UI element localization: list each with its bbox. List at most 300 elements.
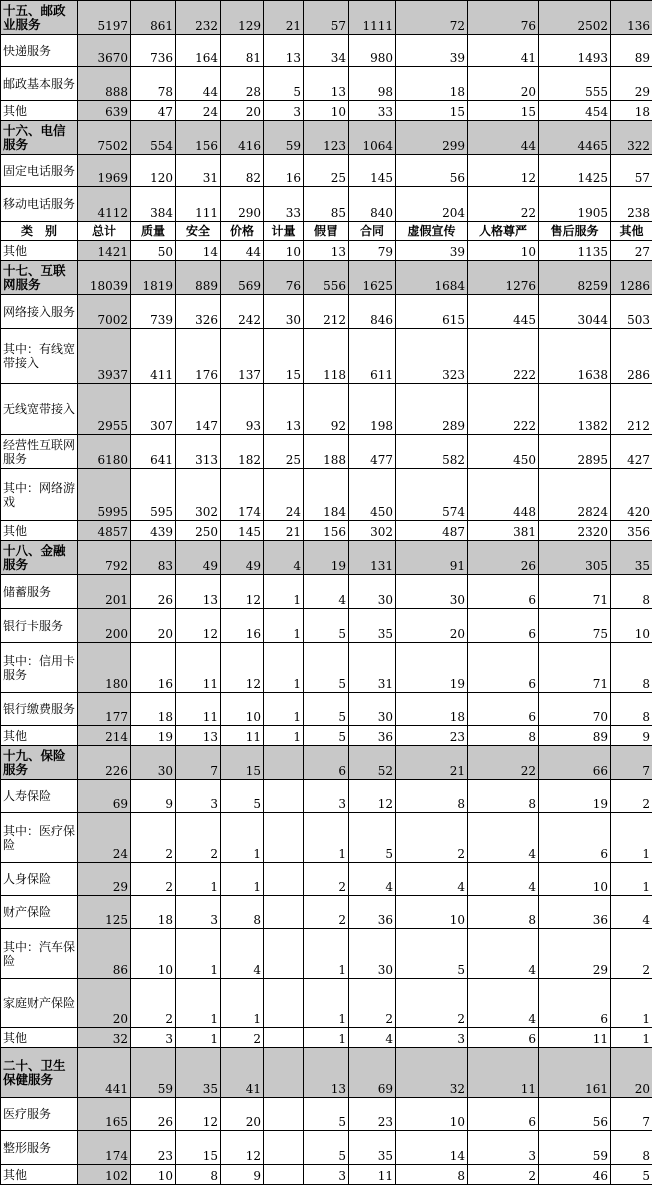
cell-safety: 2 (176, 813, 221, 863)
cell-counterfeit: 5 (304, 693, 349, 726)
cell-quality: 10 (131, 1165, 176, 1185)
cell-safety: 24 (176, 101, 221, 121)
table-row (1, 780, 652, 813)
cell-total: 4112 (78, 187, 131, 222)
cell-quality: 23 (131, 1131, 176, 1165)
cell-other: 8 (611, 575, 652, 609)
cell-counterfeit: 5 (304, 726, 349, 746)
cell-price: 20 (221, 101, 264, 121)
cell-metering (264, 929, 304, 979)
cell-metering: 13 (264, 384, 304, 435)
cell-personal-dignity: 6 (468, 643, 539, 693)
row-label: 二十、卫生保健服务 (1, 1048, 78, 1098)
cell-false-advertising: 39 (396, 241, 468, 261)
cell-after-sales: 1135 (539, 241, 611, 261)
cell-contract: 4 (349, 1028, 396, 1048)
cell-safety: 11 (176, 693, 221, 726)
cell-quality: 736 (131, 35, 176, 67)
header-cell-total: 总计 (78, 222, 131, 241)
cell-price: 10 (221, 693, 264, 726)
table-row (1, 435, 652, 469)
cell-after-sales: 2320 (539, 521, 611, 541)
cell-safety: 164 (176, 35, 221, 67)
cell-price: 15 (221, 746, 264, 780)
cell-personal-dignity: 22 (468, 187, 539, 222)
row-label: 网络接入服务 (1, 295, 78, 329)
table-row (1, 1028, 652, 1048)
cell-safety: 15 (176, 1131, 221, 1165)
cell-other: 29 (611, 67, 652, 101)
cell-total: 4857 (78, 521, 131, 541)
cell-total: 200 (78, 609, 131, 643)
cell-false-advertising: 18 (396, 67, 468, 101)
cell-after-sales: 66 (539, 746, 611, 780)
table-row (1, 863, 652, 896)
cell-after-sales: 8259 (539, 261, 611, 295)
cell-price: 81 (221, 35, 264, 67)
cell-price: 290 (221, 187, 264, 222)
cell-total: 3670 (78, 35, 131, 67)
cell-false-advertising: 2 (396, 979, 468, 1028)
cell-total: 86 (78, 929, 131, 979)
cell-false-advertising: 32 (396, 1048, 468, 1098)
cell-price: 1 (221, 979, 264, 1028)
cell-quality: 19 (131, 726, 176, 746)
cell-other: 35 (611, 541, 652, 575)
cell-after-sales: 46 (539, 1165, 611, 1185)
cell-personal-dignity: 4 (468, 929, 539, 979)
cell-metering: 3 (264, 101, 304, 121)
cell-total: 639 (78, 101, 131, 121)
cell-after-sales: 6 (539, 813, 611, 863)
cell-counterfeit: 4 (304, 575, 349, 609)
cell-counterfeit: 3 (304, 780, 349, 813)
cell-total: 125 (78, 896, 131, 929)
cell-other: 2 (611, 780, 652, 813)
cell-personal-dignity: 6 (468, 693, 539, 726)
cell-safety: 1 (176, 979, 221, 1028)
header-cell-counterfeit: 假冒 (304, 222, 349, 241)
cell-safety: 1 (176, 863, 221, 896)
cell-other: 356 (611, 521, 652, 541)
cell-other: 8 (611, 693, 652, 726)
cell-metering: 25 (264, 435, 304, 469)
table-row (1, 693, 652, 726)
cell-total: 3937 (78, 329, 131, 384)
category-row (1, 746, 652, 780)
cell-price: 2 (221, 1028, 264, 1048)
cell-personal-dignity: 15 (468, 101, 539, 121)
cell-quality: 26 (131, 1098, 176, 1131)
table-row (1, 67, 652, 101)
cell-false-advertising: 21 (396, 746, 468, 780)
cell-false-advertising: 1684 (396, 261, 468, 295)
cell-safety: 11 (176, 643, 221, 693)
table-row (1, 643, 652, 693)
row-label: 其他 (1, 241, 78, 261)
cell-counterfeit: 92 (304, 384, 349, 435)
cell-safety: 35 (176, 1048, 221, 1098)
cell-other: 8 (611, 1131, 652, 1165)
cell-counterfeit: 5 (304, 609, 349, 643)
cell-metering: 21 (264, 1, 304, 35)
cell-counterfeit: 188 (304, 435, 349, 469)
cell-metering (264, 1131, 304, 1165)
cell-metering (264, 813, 304, 863)
cell-false-advertising: 18 (396, 693, 468, 726)
cell-price: 28 (221, 67, 264, 101)
cell-false-advertising: 8 (396, 780, 468, 813)
cell-personal-dignity: 8 (468, 726, 539, 746)
cell-false-advertising: 2 (396, 813, 468, 863)
cell-quality: 307 (131, 384, 176, 435)
cell-counterfeit: 123 (304, 121, 349, 155)
cell-total: 5197 (78, 1, 131, 35)
cell-after-sales: 1382 (539, 384, 611, 435)
cell-total: 24 (78, 813, 131, 863)
cell-counterfeit: 3 (304, 1165, 349, 1185)
cell-quality: 2 (131, 863, 176, 896)
cell-false-advertising: 323 (396, 329, 468, 384)
cell-after-sales: 4465 (539, 121, 611, 155)
cell-false-advertising: 10 (396, 1098, 468, 1131)
cell-contract: 4 (349, 863, 396, 896)
cell-contract: 33 (349, 101, 396, 121)
cell-safety: 302 (176, 469, 221, 521)
cell-other: 89 (611, 35, 652, 67)
row-label: 其中：有线宽带接入 (1, 329, 78, 384)
cell-price: 16 (221, 609, 264, 643)
cell-quality: 16 (131, 643, 176, 693)
cell-price: 12 (221, 575, 264, 609)
cell-quality: 2 (131, 979, 176, 1028)
cell-metering: 10 (264, 241, 304, 261)
cell-after-sales: 1493 (539, 35, 611, 67)
cell-quality: 50 (131, 241, 176, 261)
table-row (1, 1098, 652, 1131)
cell-metering: 33 (264, 187, 304, 222)
cell-metering: 24 (264, 469, 304, 521)
cell-after-sales: 3044 (539, 295, 611, 329)
cell-contract: 23 (349, 1098, 396, 1131)
cell-after-sales: 36 (539, 896, 611, 929)
cell-safety: 232 (176, 1, 221, 35)
cell-counterfeit: 184 (304, 469, 349, 521)
cell-contract: 79 (349, 241, 396, 261)
cell-counterfeit: 2 (304, 863, 349, 896)
cell-personal-dignity: 2 (468, 1165, 539, 1185)
cell-false-advertising: 91 (396, 541, 468, 575)
cell-after-sales: 2895 (539, 435, 611, 469)
cell-quality: 18 (131, 896, 176, 929)
cell-contract: 450 (349, 469, 396, 521)
cell-total: 18039 (78, 261, 131, 295)
table-row (1, 241, 652, 261)
row-label: 邮政基本服务 (1, 67, 78, 101)
cell-quality: 2 (131, 813, 176, 863)
cell-other: 1 (611, 979, 652, 1028)
cell-other: 1 (611, 1028, 652, 1048)
cell-quality: 9 (131, 780, 176, 813)
cell-safety: 313 (176, 435, 221, 469)
cell-personal-dignity: 6 (468, 1028, 539, 1048)
cell-after-sales: 29 (539, 929, 611, 979)
cell-personal-dignity: 4 (468, 863, 539, 896)
cell-price: 4 (221, 929, 264, 979)
cell-personal-dignity: 381 (468, 521, 539, 541)
header-row (1, 222, 652, 241)
cell-after-sales: 71 (539, 643, 611, 693)
cell-counterfeit: 85 (304, 187, 349, 222)
cell-metering (264, 1028, 304, 1048)
cell-safety: 147 (176, 384, 221, 435)
cell-contract: 131 (349, 541, 396, 575)
row-label: 其中：医疗保险 (1, 813, 78, 863)
cell-price: 20 (221, 1098, 264, 1131)
cell-contract: 98 (349, 67, 396, 101)
cell-false-advertising: 10 (396, 896, 468, 929)
row-label: 储蓄服务 (1, 575, 78, 609)
category-row (1, 261, 652, 295)
cell-other: 4 (611, 896, 652, 929)
header-cell-safety: 安全 (176, 222, 221, 241)
cell-counterfeit: 6 (304, 746, 349, 780)
cell-price: 8 (221, 896, 264, 929)
cell-metering (264, 863, 304, 896)
cell-price: 12 (221, 1131, 264, 1165)
row-label: 其他 (1, 726, 78, 746)
cell-other: 9 (611, 726, 652, 746)
cell-counterfeit: 5 (304, 643, 349, 693)
cell-metering (264, 1098, 304, 1131)
cell-personal-dignity: 8 (468, 896, 539, 929)
row-label: 十七、互联网服务 (1, 261, 78, 295)
cell-total: 888 (78, 67, 131, 101)
cell-counterfeit: 13 (304, 67, 349, 101)
cell-safety: 13 (176, 575, 221, 609)
cell-after-sales: 71 (539, 575, 611, 609)
cell-contract: 5 (349, 813, 396, 863)
cell-after-sales: 6 (539, 979, 611, 1028)
cell-quality: 20 (131, 609, 176, 643)
cell-personal-dignity: 41 (468, 35, 539, 67)
cell-safety: 44 (176, 67, 221, 101)
cell-counterfeit: 57 (304, 1, 349, 35)
cell-total: 441 (78, 1048, 131, 1098)
cell-price: 9 (221, 1165, 264, 1185)
cell-safety: 326 (176, 295, 221, 329)
table-row (1, 329, 652, 384)
table-row (1, 155, 652, 187)
cell-counterfeit: 13 (304, 1048, 349, 1098)
table-row (1, 295, 652, 329)
cell-quality: 10 (131, 929, 176, 979)
cell-after-sales: 2824 (539, 469, 611, 521)
cell-other: 238 (611, 187, 652, 222)
cell-after-sales: 59 (539, 1131, 611, 1165)
table-row (1, 896, 652, 929)
cell-contract: 846 (349, 295, 396, 329)
cell-safety: 13 (176, 726, 221, 746)
cell-other: 427 (611, 435, 652, 469)
cell-other: 503 (611, 295, 652, 329)
row-label: 银行卡服务 (1, 609, 78, 643)
cell-after-sales: 70 (539, 693, 611, 726)
cell-quality: 30 (131, 746, 176, 780)
row-label: 十六、电信服务 (1, 121, 78, 155)
row-label: 财产保险 (1, 896, 78, 929)
row-label: 快递服务 (1, 35, 78, 67)
cell-total: 1969 (78, 155, 131, 187)
table-row (1, 609, 652, 643)
cell-total: 177 (78, 693, 131, 726)
cell-false-advertising: 14 (396, 1131, 468, 1165)
cell-false-advertising: 23 (396, 726, 468, 746)
cell-metering: 5 (264, 67, 304, 101)
cell-metering: 1 (264, 643, 304, 693)
cell-other: 10 (611, 609, 652, 643)
cell-contract: 52 (349, 746, 396, 780)
header-cell-metering: 计量 (264, 222, 304, 241)
cell-false-advertising: 615 (396, 295, 468, 329)
cell-safety: 7 (176, 746, 221, 780)
cell-false-advertising: 72 (396, 1, 468, 35)
cell-quality: 641 (131, 435, 176, 469)
cell-after-sales: 75 (539, 609, 611, 643)
cell-personal-dignity: 26 (468, 541, 539, 575)
cell-contract: 1111 (349, 1, 396, 35)
cell-counterfeit: 10 (304, 101, 349, 121)
cell-other: 1 (611, 863, 652, 896)
cell-safety: 3 (176, 896, 221, 929)
cell-quality: 861 (131, 1, 176, 35)
cell-contract: 11 (349, 1165, 396, 1185)
row-label: 十五、邮政业服务 (1, 1, 78, 35)
cell-counterfeit: 25 (304, 155, 349, 187)
cell-personal-dignity: 6 (468, 575, 539, 609)
cell-other: 136 (611, 1, 652, 35)
cell-personal-dignity: 6 (468, 1098, 539, 1131)
cell-total: 226 (78, 746, 131, 780)
table-row (1, 726, 652, 746)
cell-false-advertising: 574 (396, 469, 468, 521)
cell-after-sales: 1425 (539, 155, 611, 187)
cell-metering: 21 (264, 521, 304, 541)
cell-counterfeit: 1 (304, 813, 349, 863)
cell-personal-dignity: 1276 (468, 261, 539, 295)
header-cell-other: 其他 (611, 222, 652, 241)
cell-quality: 18 (131, 693, 176, 726)
cell-contract: 840 (349, 187, 396, 222)
cell-other: 7 (611, 746, 652, 780)
cell-contract: 69 (349, 1048, 396, 1098)
cell-metering (264, 746, 304, 780)
cell-safety: 31 (176, 155, 221, 187)
cell-quality: 554 (131, 121, 176, 155)
cell-other: 57 (611, 155, 652, 187)
row-label: 其他 (1, 1028, 78, 1048)
cell-metering: 1 (264, 609, 304, 643)
cell-safety: 156 (176, 121, 221, 155)
cell-personal-dignity: 4 (468, 979, 539, 1028)
cell-false-advertising: 15 (396, 101, 468, 121)
cell-total: 69 (78, 780, 131, 813)
cell-total: 6180 (78, 435, 131, 469)
cell-price: 137 (221, 329, 264, 384)
cell-price: 11 (221, 726, 264, 746)
cell-safety: 176 (176, 329, 221, 384)
cell-false-advertising: 39 (396, 35, 468, 67)
cell-contract: 477 (349, 435, 396, 469)
cell-other: 18 (611, 101, 652, 121)
cell-counterfeit: 1 (304, 1028, 349, 1048)
cell-safety: 12 (176, 1098, 221, 1131)
row-label: 十九、保险服务 (1, 746, 78, 780)
cell-after-sales: 89 (539, 726, 611, 746)
cell-metering (264, 979, 304, 1028)
table-row (1, 979, 652, 1028)
table-row (1, 1131, 652, 1165)
cell-contract: 12 (349, 780, 396, 813)
cell-personal-dignity: 222 (468, 384, 539, 435)
cell-total: 29 (78, 863, 131, 896)
cell-personal-dignity: 6 (468, 609, 539, 643)
cell-contract: 980 (349, 35, 396, 67)
cell-total: 180 (78, 643, 131, 693)
row-label: 无线宽带接入 (1, 384, 78, 435)
cell-quality: 78 (131, 67, 176, 101)
cell-safety: 49 (176, 541, 221, 575)
cell-contract: 30 (349, 929, 396, 979)
cell-contract: 2 (349, 979, 396, 1028)
row-label: 人寿保险 (1, 780, 78, 813)
cell-counterfeit: 556 (304, 261, 349, 295)
cell-other: 212 (611, 384, 652, 435)
table-row (1, 469, 652, 521)
cell-contract: 611 (349, 329, 396, 384)
cell-counterfeit: 34 (304, 35, 349, 67)
row-label: 其中：信用卡服务 (1, 643, 78, 693)
category-row (1, 1, 652, 35)
cell-price: 182 (221, 435, 264, 469)
cell-counterfeit: 156 (304, 521, 349, 541)
cell-price: 416 (221, 121, 264, 155)
cell-personal-dignity: 450 (468, 435, 539, 469)
cell-after-sales: 161 (539, 1048, 611, 1098)
cell-price: 5 (221, 780, 264, 813)
table-row (1, 187, 652, 222)
cell-other: 2 (611, 929, 652, 979)
cell-counterfeit: 1 (304, 979, 349, 1028)
category-row (1, 121, 652, 155)
cell-false-advertising: 204 (396, 187, 468, 222)
cell-counterfeit: 212 (304, 295, 349, 329)
table-row (1, 521, 652, 541)
cell-contract: 1625 (349, 261, 396, 295)
row-label: 其他 (1, 521, 78, 541)
cell-other: 20 (611, 1048, 652, 1098)
cell-contract: 31 (349, 643, 396, 693)
cell-false-advertising: 20 (396, 609, 468, 643)
row-label: 其他 (1, 101, 78, 121)
cell-counterfeit: 19 (304, 541, 349, 575)
row-label: 固定电话服务 (1, 155, 78, 187)
row-label: 其中：网络游戏 (1, 469, 78, 521)
row-label: 人身保险 (1, 863, 78, 896)
cell-contract: 36 (349, 896, 396, 929)
cell-price: 44 (221, 241, 264, 261)
cell-personal-dignity: 8 (468, 780, 539, 813)
